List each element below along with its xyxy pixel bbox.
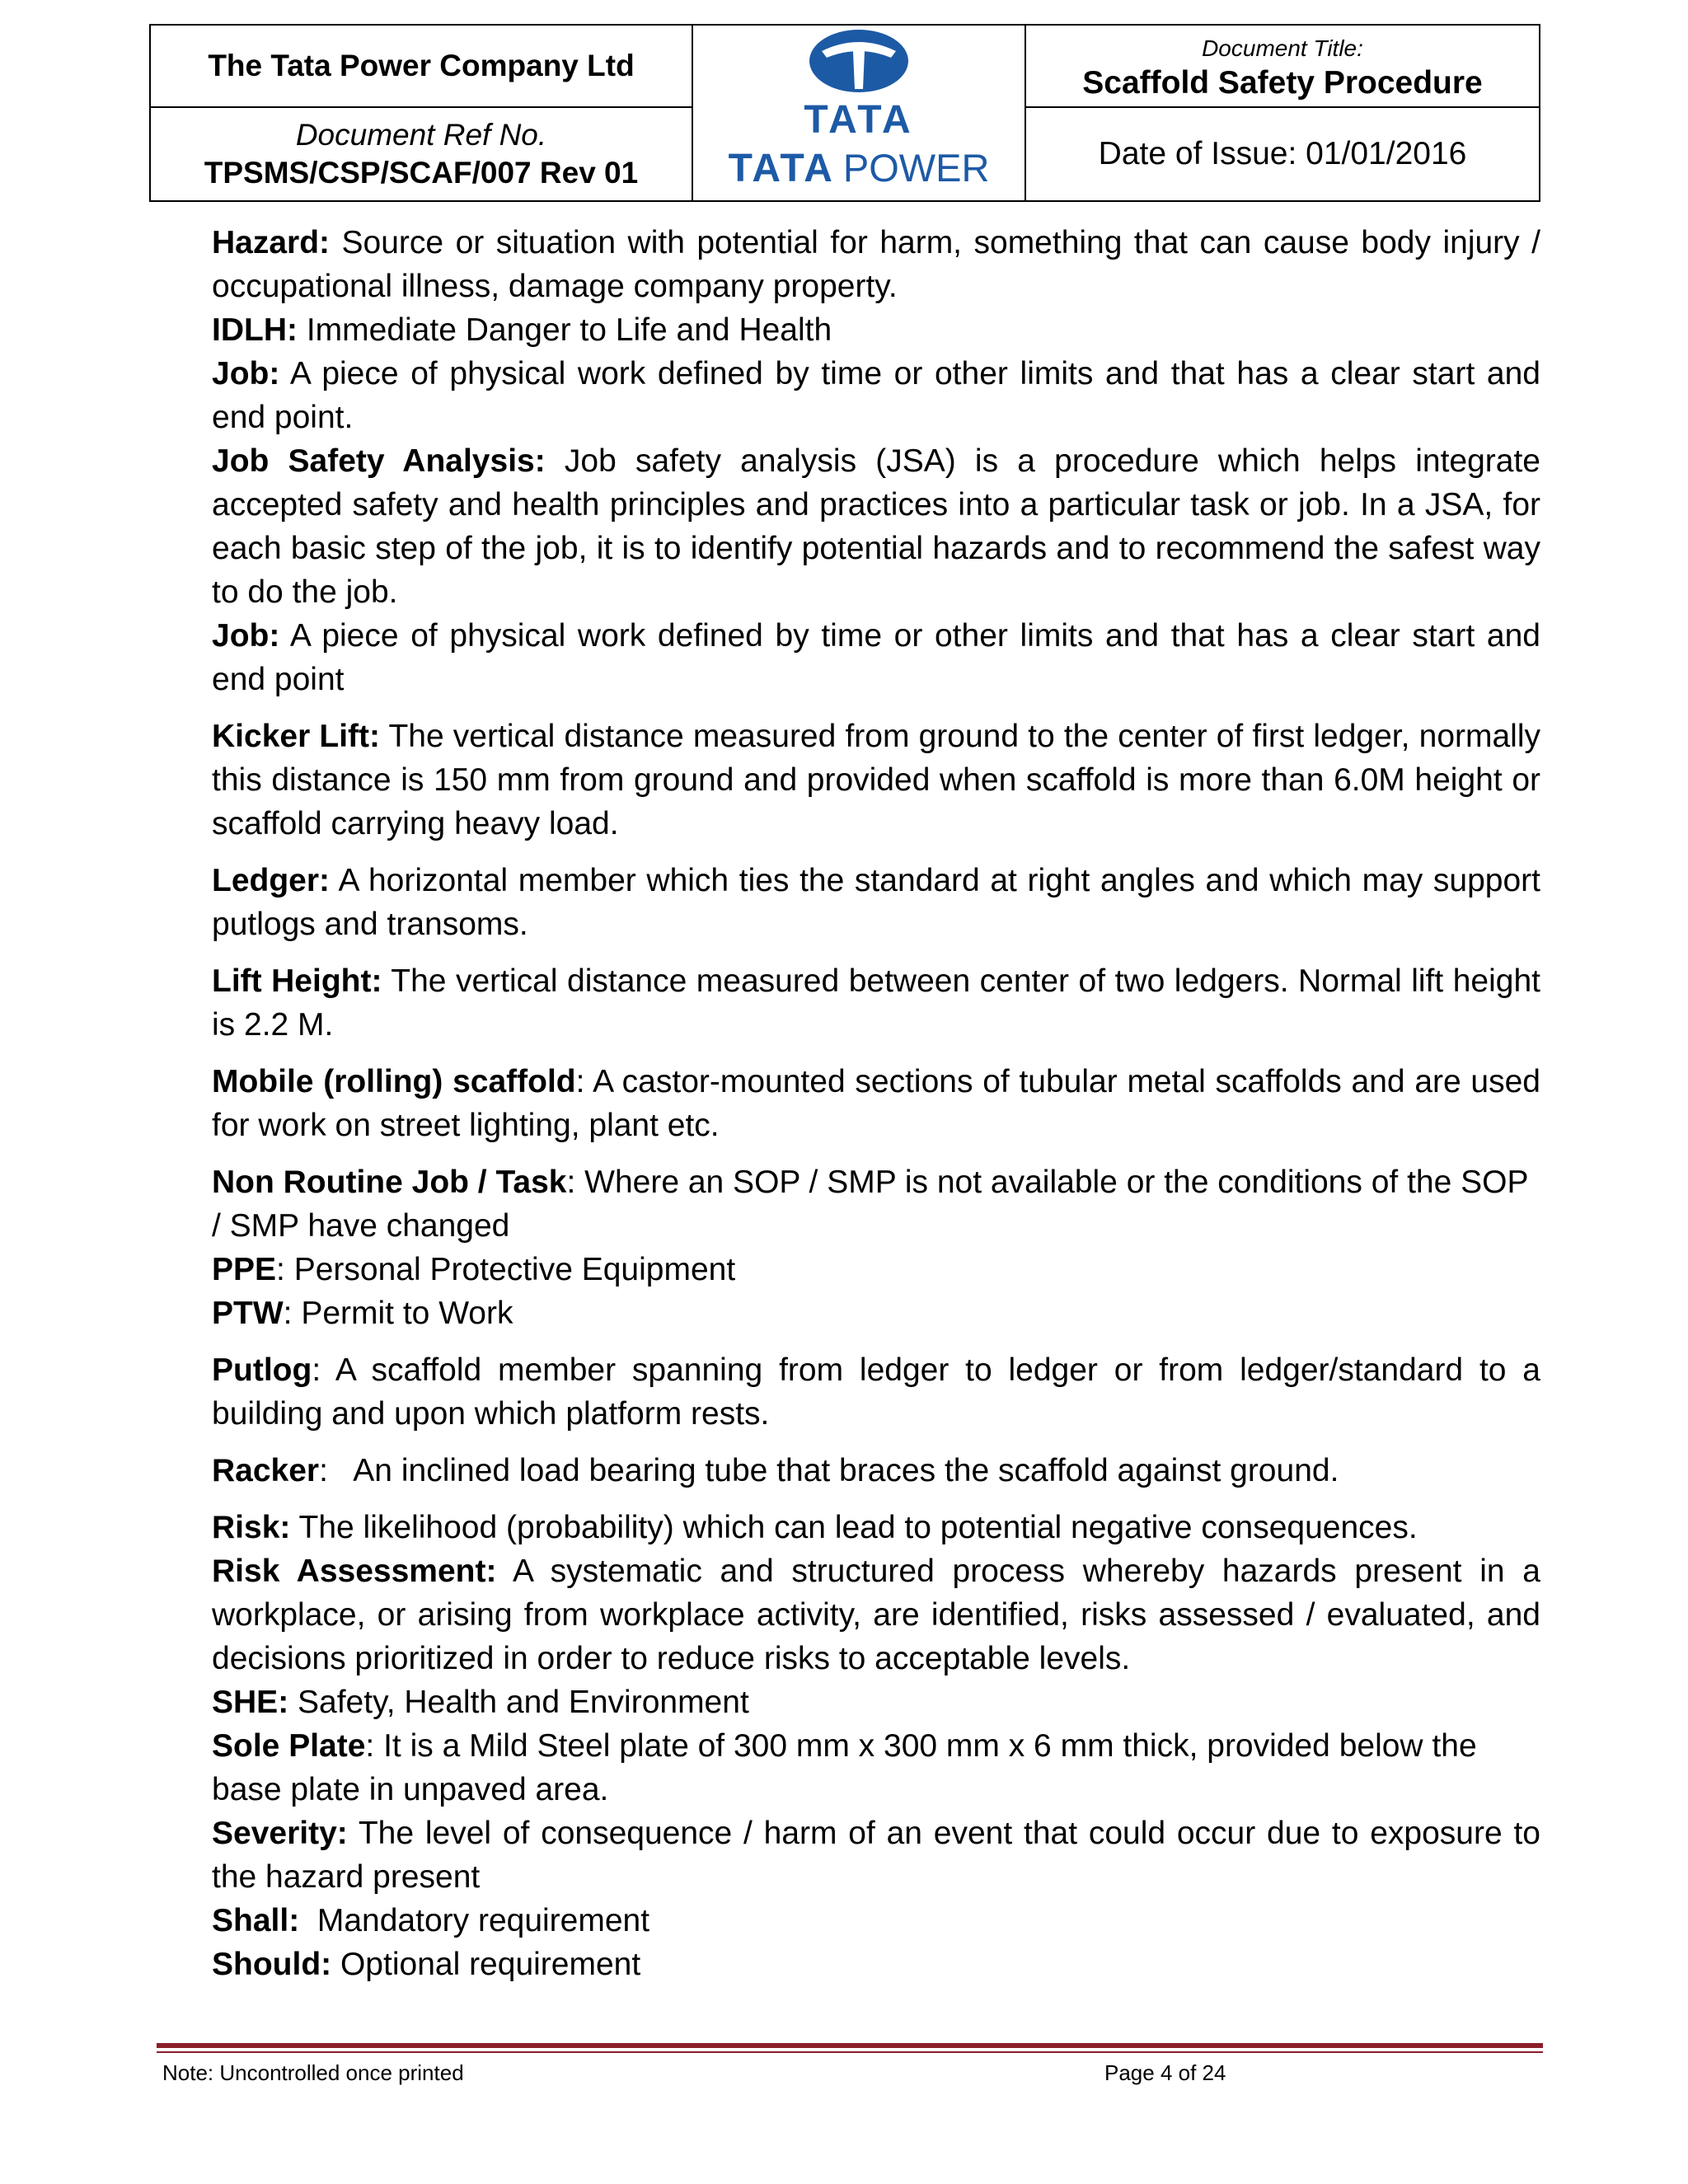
definition-term: Job Safety Analysis: <box>212 443 546 479</box>
definition-item <box>212 1549 1540 1680</box>
definition-item <box>212 221 1540 308</box>
definitions-list <box>212 221 1540 1986</box>
definition-text: : An inclined load bearing tube that braces the scaffold against ground. <box>319 1453 1339 1488</box>
definition-term: Hazard: <box>212 225 331 260</box>
logo-power-tata: TATA <box>728 147 835 190</box>
definition-item <box>212 715 1540 846</box>
footer-note: Note: Uncontrolled once printed <box>162 2060 464 2085</box>
definition-term: PPE <box>212 1252 277 1287</box>
document-ref-number: TPSMS/CSP/SCAF/007 Rev 01 <box>204 156 639 190</box>
definition-item <box>212 1680 1540 1724</box>
definition-item <box>212 1506 1540 1549</box>
definition-item <box>212 1811 1540 1899</box>
definition-term: IDLH: <box>212 312 298 348</box>
definition-text: : Personal Protective Equipment <box>276 1252 736 1287</box>
definition-term: Lift Height: <box>212 963 382 999</box>
company-name: The Tata Power Company Ltd <box>150 25 692 107</box>
document-title-cell <box>1025 25 1540 107</box>
definition-text: : Permit to Work <box>283 1296 513 1331</box>
definition-term: PTW <box>212 1296 284 1331</box>
document-ref-label: Document Ref No. <box>295 118 547 152</box>
footer-rule-thin <box>157 2051 1543 2053</box>
definition-item <box>212 1899 1540 1943</box>
definition-term: Severity: <box>212 1816 348 1851</box>
document-title-label: Document Title: <box>1202 35 1363 61</box>
definition-term: Sole Plate <box>212 1728 366 1764</box>
definition-text: : A castor-mounted sections of tubular metal scaffolds and are used for work on street lighting, plant etc. <box>212 1064 1540 1143</box>
definition-text: The vertical distance measured between center of two ledgers. Normal lift height is 2.2 M. <box>212 963 1540 1043</box>
definition-text: Job safety analysis (JSA) is a procedure which helps integrate accepted safety and health principles and practices into a particular task or job. In a JSA, for each basic step of the job, it is to identify potential hazards and to recommend the safest way to do the job. <box>212 443 1540 610</box>
logo-tata-power-text <box>729 147 990 199</box>
definition-term: Shall: <box>212 1903 300 1938</box>
definition-term: Racker <box>212 1453 320 1488</box>
definition-item <box>212 439 1540 614</box>
document-ref-cell <box>150 107 692 201</box>
definition-term: Non Routine Job / Task <box>212 1165 567 1200</box>
definition-item <box>212 959 1540 1047</box>
definition-text: Immediate Danger to Life and Health <box>297 312 832 348</box>
definition-item <box>212 614 1540 701</box>
definition-item <box>212 1160 1540 1248</box>
definition-text: The likelihood (probability) which can lead to potential negative consequences. <box>290 1510 1418 1545</box>
definition-text: Safety, Health and Environment <box>288 1685 749 1720</box>
logo-power-word: POWER <box>842 146 990 190</box>
date-of-issue: Date of Issue: 01/01/2016 <box>1025 107 1540 201</box>
definition-term: SHE: <box>212 1685 289 1720</box>
document-header <box>149 24 1540 202</box>
definition-text: The vertical distance measured from ground to the center of first ledger, normally this distance is 150 mm from ground and provided when scaffold is more than 6.0M height or scaffold carrying heavy load. <box>212 719 1540 841</box>
footer-rule <box>157 2043 1543 2048</box>
definition-text: : A scaffold member spanning from ledger to ledger or from ledger/standard to a building and upon which platform rests. <box>212 1352 1540 1432</box>
definition-text: : Where an SOP / SMP is not available or the conditions of the SOP / SMP have changed <box>212 1165 1528 1244</box>
definition-item <box>212 1348 1540 1436</box>
definition-term: Job: <box>212 356 280 391</box>
definition-term: Job: <box>212 618 280 654</box>
page-number: Page 4 of 24 <box>1104 2060 1226 2085</box>
definition-text: Mandatory requirement <box>299 1903 650 1938</box>
definition-text: The level of consequence / harm of an event that could occur due to exposure to the hazard present <box>212 1816 1540 1895</box>
definition-text: A piece of physical work defined by time or other limits and that has a clear start and end point. <box>212 356 1540 435</box>
definition-item <box>212 1291 1540 1335</box>
definition-item <box>212 859 1540 946</box>
definition-term: Risk: <box>212 1510 291 1545</box>
definition-text: A horizontal member which ties the standard at right angles and which may support putlogs and transoms. <box>212 863 1540 942</box>
document-title: Scaffold Safety Procedure <box>1082 65 1483 101</box>
tata-logo-icon <box>805 26 912 96</box>
definition-term: Should: <box>212 1947 332 1982</box>
definition-item <box>212 308 1540 352</box>
definition-item <box>212 1943 1540 1986</box>
definition-item <box>212 352 1540 439</box>
definition-item <box>212 1449 1540 1493</box>
definition-term: Ledger: <box>212 863 331 898</box>
definition-term: Kicker Lift: <box>212 719 381 754</box>
definition-item <box>212 1248 1540 1291</box>
definition-text: Source or situation with potential for harm, something that can cause body injury / occupational illness, damage company property. <box>212 225 1540 304</box>
definition-text: A systematic and structured process whereby hazards present in a workplace, or arising from workplace activity, are identified, risks assessed / evaluated, and decisions prioritized in order to reduce risks to acceptable levels. <box>212 1554 1541 1676</box>
definition-text: : It is a Mild Steel plate of 300 mm x 300 mm x 6 mm thick, provided below the base plate in unpaved area. <box>212 1728 1477 1807</box>
definition-term: Putlog <box>212 1352 312 1388</box>
definition-text: A piece of physical work defined by time or other limits and that has a clear start and end point <box>212 618 1540 697</box>
definition-item <box>212 1060 1540 1147</box>
definition-term: Risk Assessment: <box>212 1554 497 1589</box>
logo-tata-text: TATA <box>804 98 914 142</box>
definition-item <box>212 1724 1540 1811</box>
definition-text: Optional requirement <box>331 1947 641 1982</box>
tata-power-logo <box>692 25 1025 201</box>
definition-term: Mobile (rolling) scaffold <box>212 1064 576 1099</box>
